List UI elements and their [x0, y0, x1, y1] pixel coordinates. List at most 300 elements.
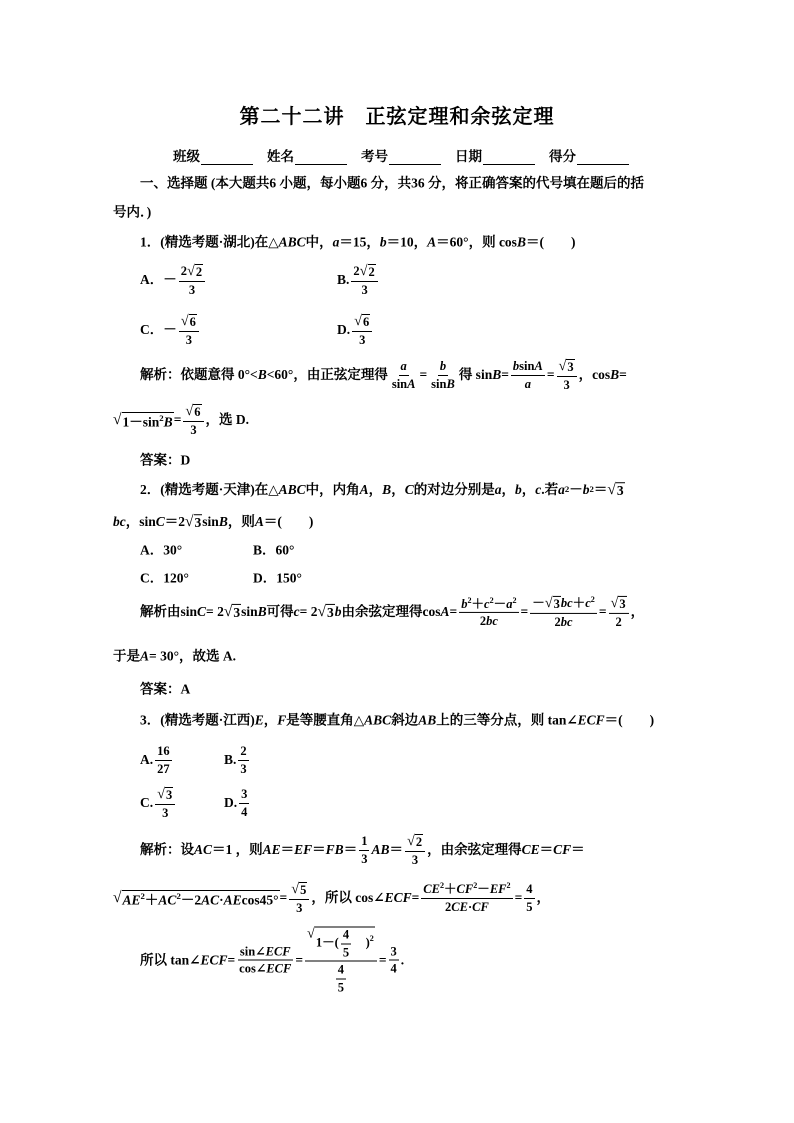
denominator [237, 961, 293, 976]
denominator [443, 899, 491, 914]
superscript: 2 [159, 412, 164, 423]
square-root [360, 264, 376, 279]
numerator [289, 882, 309, 900]
math-variable: B [257, 604, 267, 620]
math-variable: AE [262, 842, 281, 858]
text-run: ， [536, 890, 551, 906]
numerator [336, 964, 346, 980]
text-run: 3 [190, 422, 197, 437]
radicand [362, 314, 370, 329]
text-run: 2 [240, 744, 247, 758]
numerator [179, 314, 199, 332]
text-run: D．150° [253, 570, 302, 586]
fraction [352, 314, 372, 346]
radical-sign-icon: √ [558, 358, 567, 374]
text-run: － [493, 596, 507, 611]
answer-option [253, 571, 302, 585]
text-line [140, 596, 644, 628]
fraction [389, 945, 399, 975]
answer-option [253, 543, 294, 557]
math-variable: A [427, 234, 437, 250]
math-variable: B [492, 367, 502, 383]
fraction [429, 360, 457, 390]
text-run: ，则 [227, 514, 255, 530]
text-run: B. [337, 272, 350, 288]
radicand [326, 604, 335, 620]
numerator [238, 945, 293, 961]
fraction [239, 788, 249, 818]
text-run: ＝1 ，则 [212, 842, 263, 858]
text-run: sin [391, 376, 408, 391]
text-run: = [546, 367, 555, 383]
answer-option [224, 745, 251, 775]
text-run: 2．(精选考题·天津)在△ [140, 482, 279, 498]
text-line [140, 834, 585, 866]
radical-sign-icon: √ [359, 263, 368, 279]
math-variable: AE [122, 892, 141, 907]
math-variable: A [140, 648, 150, 664]
fraction [609, 596, 629, 628]
text-run: ＝ [312, 842, 326, 858]
denominator [336, 979, 346, 994]
text-run: D. [337, 322, 351, 338]
fraction [511, 360, 545, 390]
radicand [415, 834, 423, 849]
denominator [188, 422, 198, 437]
radical-sign-icon: √ [180, 313, 189, 329]
radicand [122, 412, 174, 429]
text-run: 3 [563, 377, 570, 392]
text-run: 的对边分别是 [413, 482, 495, 498]
text-run: A．－ [140, 272, 177, 288]
answer-option [224, 788, 251, 818]
page-title: 第二十二讲 正弦定理和余弦定理 [239, 106, 555, 128]
text-run: 3 [616, 483, 624, 499]
radical-sign-icon: √ [317, 603, 326, 621]
denominator [332, 962, 350, 994]
math-variable: ECF [577, 712, 605, 728]
square-root [113, 890, 280, 907]
text-run: 2 [368, 265, 375, 279]
text-run: A. [140, 752, 154, 768]
text-run: － [477, 882, 490, 897]
square-root [113, 412, 174, 429]
text-run: C. [140, 795, 154, 811]
text-run: ＝( ) [525, 234, 576, 250]
numerator [405, 834, 425, 852]
text-line [140, 176, 644, 190]
radical-sign-icon: √ [607, 481, 616, 499]
numerator [421, 882, 512, 899]
math-variable: B [446, 376, 455, 391]
square-root [354, 314, 370, 329]
denominator [359, 282, 369, 297]
radical-sign-icon: √ [157, 786, 166, 802]
numerator [352, 314, 372, 332]
text-run: 2 [479, 614, 487, 629]
blank-line [295, 152, 347, 165]
fraction [557, 359, 577, 391]
superscript: 2 [140, 890, 145, 901]
math-variable: A [359, 482, 369, 498]
text-run: ＝( ) [604, 712, 655, 728]
text-line [140, 359, 627, 391]
text-run: ， [391, 482, 405, 498]
math-variable: AE [223, 892, 242, 907]
blank-line [201, 152, 253, 165]
numerator [459, 596, 518, 613]
text-run: 6 [194, 405, 201, 419]
text-run: ，cos [578, 367, 611, 383]
text-run: 3．(精选考题·江西) [140, 712, 255, 728]
text-line [113, 404, 249, 436]
text-run: 3 [327, 605, 334, 621]
radical-sign-icon: √ [307, 925, 315, 942]
text-run: <60°，由正弦定理得 [266, 367, 388, 383]
text-run: 2 [180, 264, 187, 278]
text-run: sin [202, 514, 219, 530]
text-run: = 2 [299, 604, 318, 620]
math-variable: CE [423, 882, 440, 897]
denominator [561, 377, 571, 392]
fraction [351, 264, 377, 296]
text-run: = [279, 890, 288, 906]
text-run: －2 [180, 892, 202, 907]
text-line [113, 514, 313, 530]
radicand [616, 482, 625, 498]
text-run: 27 [157, 761, 170, 776]
text-run: 5 [300, 883, 307, 897]
text-run: 3 [567, 360, 574, 374]
text-run: 6 [189, 315, 196, 329]
text-run: 3 [296, 900, 303, 915]
text-run: 2 [554, 614, 561, 629]
text-run: 可得 [266, 604, 294, 620]
text-run: 于是 [113, 648, 140, 664]
text-run: 解析由sin [140, 604, 198, 620]
math-variable: c [484, 596, 490, 611]
numerator [239, 788, 249, 804]
square-root [157, 787, 173, 802]
radicand [189, 314, 197, 329]
answer-option [140, 264, 207, 296]
text-run: = [514, 890, 523, 906]
text-run: 3 [619, 597, 626, 611]
radicand [232, 604, 241, 620]
fraction [289, 882, 309, 914]
superscript: 2 [564, 484, 570, 495]
text-run: . [400, 952, 405, 968]
superscript: 2 [467, 595, 472, 605]
fraction [421, 882, 512, 913]
denominator [341, 944, 351, 959]
answer-option [140, 543, 182, 557]
text-run: 3 [188, 282, 196, 297]
denominator [552, 614, 574, 629]
numerator [389, 945, 399, 961]
numerator [530, 596, 597, 614]
denominator [524, 899, 534, 914]
math-variable: b [582, 482, 590, 498]
denominator [359, 851, 369, 866]
info-field-number [361, 145, 441, 165]
text-run: ＝2 [164, 514, 186, 530]
superscript: 2 [473, 881, 478, 891]
text-run: = [378, 952, 387, 968]
text-run: 3 [194, 515, 202, 531]
numerator [557, 359, 577, 377]
radicand [368, 264, 376, 279]
denominator [239, 804, 249, 819]
text-run: = [173, 412, 182, 428]
math-variable: b [461, 596, 468, 611]
superscript: 2 [489, 595, 494, 605]
fraction [183, 404, 203, 436]
text-run: 1－sin [122, 414, 160, 429]
text-run: 2 [445, 900, 452, 915]
denominator [155, 761, 172, 776]
math-variable: B [610, 367, 620, 383]
text-line [113, 882, 550, 914]
fraction [155, 745, 172, 775]
numerator [524, 883, 534, 899]
fraction [341, 929, 351, 959]
text-run: ＝15， [339, 234, 380, 250]
text-run: = 30°，故选 A. [149, 648, 236, 664]
text-run: ＝10， [386, 234, 428, 250]
text-run: A．30° [140, 542, 183, 558]
text-run: 上的三等分点，则 tan∠ [436, 712, 578, 728]
text-run: = [501, 367, 509, 383]
radicand [195, 264, 203, 279]
answer-option [337, 314, 374, 346]
text-run: = [598, 604, 607, 620]
text-run: ＝ [280, 842, 295, 858]
square-root [181, 314, 197, 329]
numerator [155, 787, 175, 805]
text-run: 是等腰直角△ [286, 712, 365, 728]
radicand [122, 890, 280, 907]
numerator [359, 835, 369, 851]
text-run: 解析：设 [140, 842, 194, 858]
fraction [237, 945, 293, 975]
text-line [140, 235, 575, 249]
math-variable: a [506, 596, 513, 611]
text-run: sin∠ [239, 944, 266, 958]
numerator [238, 745, 248, 761]
math-variable: A [407, 376, 416, 391]
text-run: B. [224, 752, 237, 768]
text-run: ，sin [125, 514, 156, 530]
text-run: 6 [363, 315, 370, 329]
math-variable: E [254, 712, 264, 728]
text-run: ＝ [343, 842, 358, 858]
text-run: 中， [305, 234, 333, 250]
text-run: 斜边 [391, 712, 419, 728]
radicand [165, 787, 173, 802]
math-variable: CE [451, 900, 468, 915]
text-line [140, 927, 404, 994]
text-run: 3 [411, 852, 419, 867]
fraction [530, 596, 597, 628]
superscript: 2 [176, 890, 181, 901]
math-variable: AB [371, 842, 390, 858]
fraction [155, 787, 175, 819]
radical-sign-icon: √ [406, 833, 415, 849]
math-variable: a [524, 376, 531, 391]
text-run: sin [241, 604, 258, 620]
radicand [193, 404, 201, 419]
text-run: cos45° [241, 892, 279, 907]
text-run: = [295, 952, 304, 968]
answer-option [337, 264, 380, 296]
text-run: ) [353, 935, 370, 950]
text-run: 4 [390, 961, 397, 976]
text-run: ＋ [471, 596, 485, 611]
text-run: 3 [162, 805, 169, 820]
text-run: 16 [157, 744, 170, 758]
text-run: 中，内角 [305, 482, 360, 498]
math-variable: c [293, 604, 300, 620]
answer-option [140, 745, 174, 775]
math-variable: F [277, 712, 287, 728]
text-run: · [219, 892, 224, 907]
radicand [194, 514, 203, 530]
numerator [399, 360, 409, 376]
text-run: 一、选择题 (本大题共6 小题，每小题6 分，共36 分，将正确答案的代号填在题后的括 [140, 175, 644, 191]
text-run: sin [431, 376, 447, 391]
numerator [438, 360, 448, 376]
radicand [553, 596, 561, 611]
radicand [315, 927, 375, 959]
math-variable: bc [560, 614, 573, 629]
math-variable: CF [472, 900, 489, 915]
denominator [390, 376, 418, 391]
radical-sign-icon: √ [185, 513, 194, 531]
fraction [524, 883, 534, 913]
square-root [307, 927, 375, 959]
math-variable: c [535, 482, 542, 498]
fraction [459, 596, 518, 627]
text-run: ， [501, 482, 515, 498]
math-variable: a [400, 359, 407, 373]
denominator [187, 282, 197, 297]
math-variable: C [155, 514, 165, 530]
text-run: ， [630, 604, 645, 620]
math-variable: ABC [278, 482, 306, 498]
text-line [113, 649, 236, 663]
text-run: = [619, 367, 627, 383]
math-variable: ABC [364, 712, 392, 728]
superscript: 2 [512, 595, 517, 605]
info-field-class [173, 145, 253, 165]
radicand [618, 596, 626, 611]
math-variable: CF [456, 882, 474, 897]
text-run: 2 [353, 264, 360, 278]
superscript: 2 [590, 594, 595, 604]
text-run: ，所以 cos∠ [311, 890, 385, 906]
text-run: 4 [241, 804, 248, 819]
math-variable: ECF [384, 890, 412, 906]
text-line [140, 482, 625, 498]
info-field-date [455, 145, 535, 165]
text-run: 3 [359, 332, 366, 347]
radical-sign-icon: √ [113, 410, 122, 428]
radical-sign-icon: √ [185, 403, 194, 419]
text-run: ，选 D. [205, 412, 250, 428]
square-root [185, 514, 202, 530]
text-run: C．120° [140, 570, 189, 586]
text-run: 4 [342, 927, 350, 942]
numerator [341, 929, 351, 945]
math-variable: ECF [265, 944, 291, 958]
superscript: 2 [506, 881, 511, 891]
text-run: ＋ [572, 596, 586, 611]
math-variable: C [404, 482, 414, 498]
math-variable: C [197, 604, 207, 620]
info-label: 姓名 [267, 149, 294, 164]
info-label: 日期 [455, 149, 482, 164]
text-run: － [569, 482, 583, 498]
math-variable: A [534, 359, 543, 373]
text-run: 5 [526, 899, 533, 914]
denominator [429, 376, 457, 391]
text-run: = [449, 604, 458, 620]
text-run: 所以 tan∠ [140, 952, 201, 968]
math-variable: CE [521, 842, 540, 858]
math-variable: ECF [200, 952, 228, 968]
text-run: ＝( ) [263, 514, 314, 530]
info-label: 班级 [173, 149, 200, 164]
answer-option [140, 787, 177, 819]
math-variable: b [512, 359, 520, 373]
math-variable: bc [560, 596, 573, 611]
denominator [160, 805, 170, 820]
text-run: 5 [337, 980, 345, 994]
denominator [357, 332, 367, 347]
fraction [238, 745, 248, 775]
numerator [305, 927, 377, 962]
text-run: 4 [337, 962, 345, 977]
square-root [291, 882, 307, 897]
text-run: 3 [361, 851, 368, 866]
square-root [187, 264, 203, 279]
text-run: cos∠ [239, 961, 267, 976]
radical-sign-icon: √ [223, 603, 233, 621]
text-run: ，由余弦定理得 [427, 842, 522, 858]
text-run: 答案：A [140, 681, 191, 697]
radical-sign-icon: √ [291, 881, 300, 897]
text-run: 5 [342, 945, 350, 959]
math-variable: B [516, 234, 526, 250]
answer-option [140, 314, 201, 346]
math-variable: b [514, 482, 522, 498]
radical-sign-icon: √ [354, 313, 363, 329]
info-field-name [267, 145, 347, 165]
text-run: 3 [390, 944, 397, 958]
fraction [390, 360, 418, 390]
numerator [155, 745, 172, 761]
fraction [336, 964, 346, 994]
student-info-row [173, 145, 643, 165]
superscript: 2 [369, 934, 374, 944]
superscript: 2 [439, 881, 445, 891]
text-run: = [520, 604, 529, 620]
square-root [545, 596, 561, 611]
text-run: ， [368, 482, 383, 498]
radical-sign-icon: √ [187, 263, 195, 279]
math-variable: ECF [266, 961, 292, 976]
